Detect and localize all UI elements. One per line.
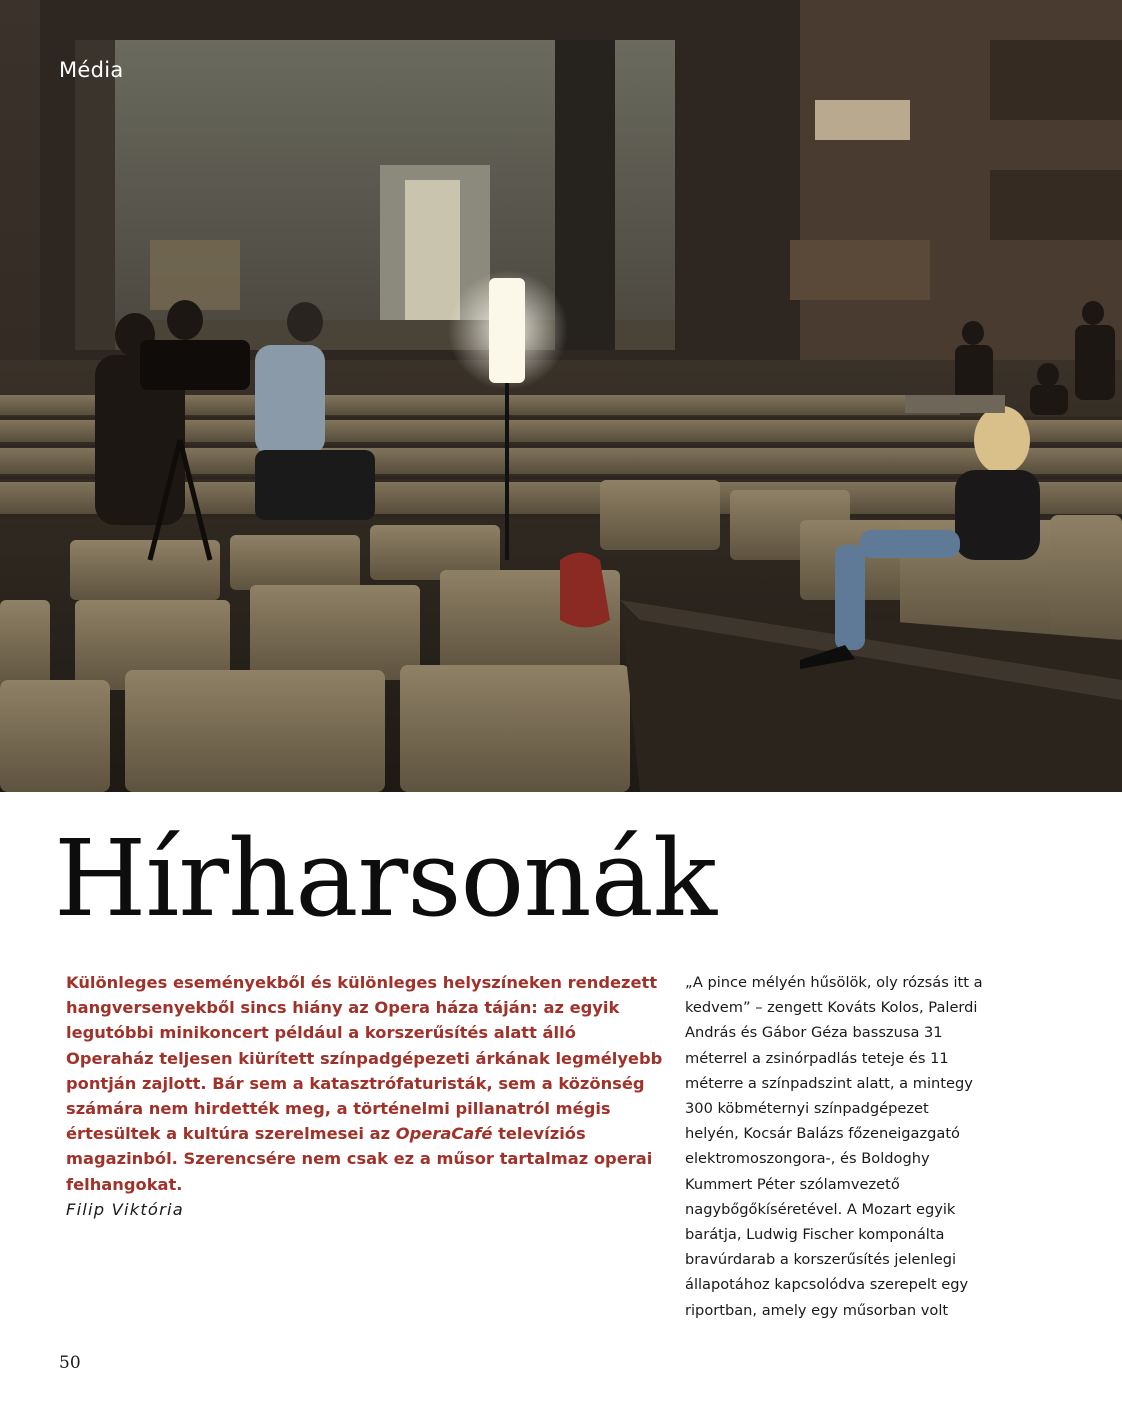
article-body-column (685, 970, 985, 1323)
page-number: 50 (59, 1353, 81, 1373)
article-title: Hírharsonák (54, 817, 717, 940)
lead-magazine-name: OperaCafé (395, 1124, 493, 1144)
article-author: Filip Viktória (66, 1199, 184, 1219)
body-paragraph: „A pince mélyén hűsölök, oly rózsás itt a kedvem” – zengett Kováts Kolos, Palerdi András és Gábor Géza basszusa 31 méterrel a zsinórpadlás teteje és 11 méterre a színpadszint alatt, a mintegy 300 köbméternyi színpadgépezet helyén, Kocsár Balázs főzeneigazgató elektromoszongora-, és Boldoghy Kummert Péter szólamvezető nagybőgőkíséretével. A Mozart egyik barátja, Ludwig Fischer komponálta bravúrdarab a korszerűsítés jelenlegi állapotához kapcsolódva szerepelt egy riportban, amely egy műsorban volt (685, 974, 983, 1319)
lead-text-start: Különleges eseményekből és különleges helyszíneken rendezett hangversenyekből sincs hiány az Opera háza táján: az egyik legutóbbi minikoncert például a korszerűsítés alatt álló Operaház teljesen kiürített színpadgépezeti árkának legmélyebb pontján zajlott. Bár sem a katasztrófaturisták, sem a közönség számára nem hirdették meg, a történelmi pillanatról mégis értesültek a kultúra szerelmesei az (66, 973, 663, 1144)
lead-text-end: televíziós magazinból. Szerencsére nem csak ez a műsor tartalmaz operai felhangokat. (66, 1124, 653, 1194)
lead-paragraph (66, 970, 666, 1197)
section-label: Média (59, 58, 124, 82)
article-lead (66, 970, 666, 1222)
